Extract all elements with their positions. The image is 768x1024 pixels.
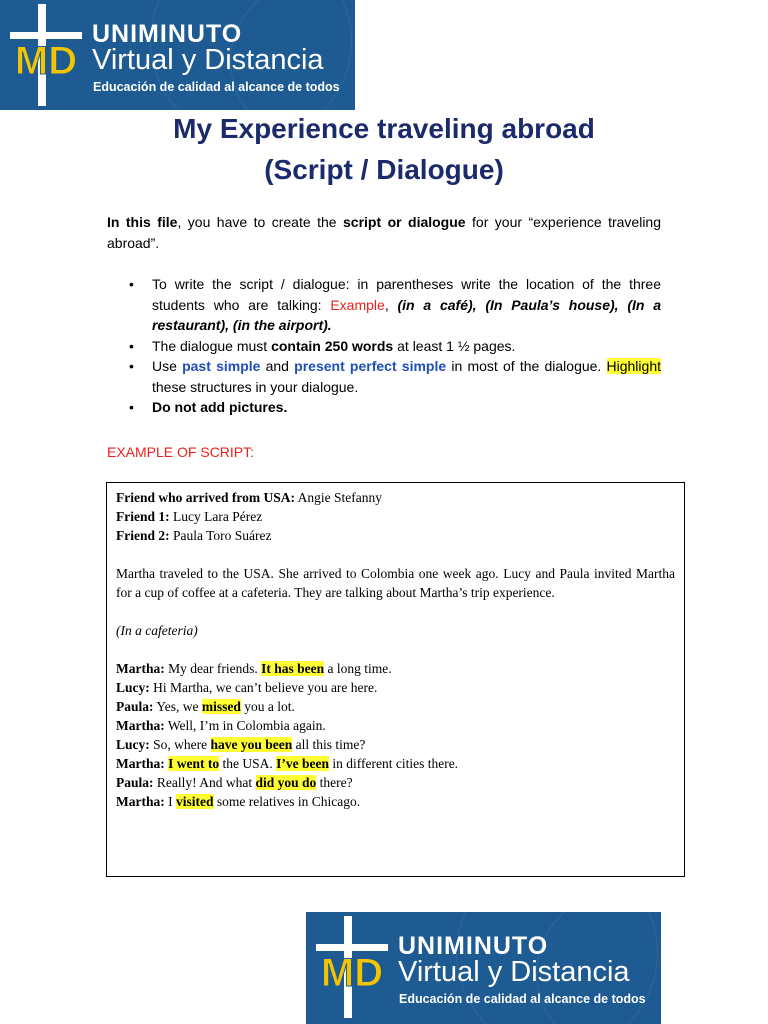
- dialogue-text: I: [164, 794, 176, 809]
- brand-subtitle: Virtual y Distancia: [398, 956, 630, 988]
- dialogue-text: you a lot.: [240, 699, 295, 714]
- script-location: [116, 621, 675, 640]
- location-text: (In a cafeteria): [116, 623, 198, 638]
- instructions-list: [107, 274, 661, 418]
- instruction-item: [107, 356, 661, 397]
- dialogue-text: Well, I’m in Colombia again.: [164, 718, 326, 733]
- dialogue-text: Yes, we: [153, 699, 202, 714]
- dialogue-line: [116, 792, 675, 811]
- script-description: Martha traveled to the USA. She arrived to Colombia one week ago. Lucy and Paula invited Martha for a cup of coffee at a cafeteria. They are talking about Martha’s trip experience.: [116, 566, 675, 600]
- cast-name: Angie Stefanny: [294, 490, 382, 505]
- highlighted-verb: have you been: [210, 737, 293, 752]
- dialogue-line: [116, 659, 675, 678]
- separator-text: ,: [384, 296, 398, 313]
- dialogue-line: [116, 678, 675, 697]
- dialogue-text: Really! And what: [153, 775, 256, 790]
- highlighted-verb: did you do: [255, 775, 317, 790]
- bullet-icon: •: [129, 358, 134, 374]
- dialogue-line: [116, 735, 675, 754]
- instruction-text: in most of the dialogue.: [446, 358, 607, 374]
- bullet-icon: •: [129, 337, 134, 354]
- cast-name: Paula Toro Suárez: [169, 528, 272, 543]
- speaker-name: Martha:: [116, 756, 165, 771]
- dialogue-line: [116, 716, 675, 735]
- brand-subtitle: Virtual y Distancia: [92, 44, 324, 76]
- speaker-name: Martha:: [116, 661, 165, 676]
- highlighted-verb: I’ve been: [276, 756, 329, 771]
- header-banner-logo: [0, 0, 355, 110]
- instruction-item: [107, 336, 661, 357]
- dialogue-text: a long time.: [324, 661, 392, 676]
- instruction-item: [107, 274, 661, 336]
- dialogue-text: So, where: [149, 737, 211, 752]
- dialogue-text: all this time?: [292, 737, 366, 752]
- cast-line: [116, 488, 675, 507]
- document-title: My Experience traveling abroad: [173, 113, 595, 144]
- logo-letters: MD: [320, 951, 384, 995]
- brand-tagline: Educación de calidad al alcance de todos: [93, 80, 340, 94]
- example-label: Example: [330, 296, 385, 313]
- instruction-text: at least 1 ½ pages.: [393, 337, 516, 354]
- intro-text: , you have to create the: [177, 214, 343, 230]
- brand-tagline: Educación de calidad al alcance de todos: [399, 992, 646, 1006]
- highlighted-verb: It has been: [261, 661, 325, 676]
- uniminuto-cross-logo-icon: [312, 914, 392, 1020]
- instruction-text: To write the script / dialogue: in parentheses write the location of the three students who are talking:: [152, 276, 661, 313]
- bullet-icon: •: [129, 276, 134, 292]
- uniminuto-cross-logo-icon: [6, 2, 86, 108]
- speaker-name: Lucy:: [116, 680, 150, 695]
- speaker-name: Martha:: [116, 718, 165, 733]
- instruction-bold: Do not add pictures.: [152, 399, 288, 415]
- intro-paragraph: [107, 212, 661, 254]
- speaker-name: Paula:: [116, 699, 154, 714]
- dialogue-text: there?: [316, 775, 353, 790]
- highlighted-verb: I went to: [168, 756, 220, 771]
- dialogue-line: [116, 773, 675, 792]
- cast-name: Lucy Lara Pérez: [169, 509, 263, 524]
- dialogue-text: in different cities there.: [328, 756, 459, 771]
- dialogue-text: My dear friends.: [164, 661, 262, 676]
- instruction-text: these structures in your dialogue.: [152, 378, 359, 395]
- highlighted-verb: missed: [201, 699, 241, 714]
- dialogue-text: the USA.: [219, 756, 277, 771]
- instruction-text: The dialogue must: [152, 337, 272, 354]
- intro-text: for your “experience traveling abroad”.: [107, 214, 661, 251]
- speaker-name: Martha:: [116, 794, 165, 809]
- document-subtitle: (Script / Dialogue): [264, 154, 504, 185]
- dialogue-line: [116, 697, 675, 716]
- cast-role: Friend 2:: [116, 528, 170, 543]
- cast-role: Friend 1:: [116, 509, 170, 524]
- tense-present-perfect: present perfect simple: [294, 358, 447, 374]
- highlighted-verb: visited: [175, 794, 214, 809]
- intro-bold-text: script or dialogue: [343, 214, 466, 230]
- dialogue-text: some relatives in Chicago.: [213, 794, 361, 809]
- bullet-icon: •: [129, 399, 134, 415]
- script-example-box: [106, 482, 685, 877]
- cast-role: Friend who arrived from USA:: [116, 490, 295, 505]
- brand-name: UNIMINUTO: [92, 20, 243, 48]
- dialogue-text: Hi Martha, we can’t believe you are here.: [149, 680, 378, 695]
- instruction-bold: contain 250 words: [271, 337, 394, 354]
- speaker-name: Paula:: [116, 775, 154, 790]
- instruction-text: and: [260, 358, 295, 374]
- dialogue-line: [116, 754, 675, 773]
- logo-letters: MD: [14, 39, 78, 83]
- brand-name: UNIMINUTO: [398, 932, 549, 960]
- instruction-item: [107, 397, 661, 418]
- cast-line: [116, 507, 675, 526]
- example-locations: (in a café), (In Paula’s house), (In a restaurant), (in the airport).: [152, 296, 661, 333]
- footer-banner-logo: [306, 912, 661, 1024]
- example-heading: EXAMPLE OF SCRIPT:: [107, 444, 255, 460]
- highlight-word: Highlight: [606, 358, 661, 374]
- tense-past-simple: past simple: [182, 358, 261, 374]
- speaker-name: Lucy:: [116, 737, 150, 752]
- cast-line: [116, 526, 675, 545]
- intro-bold-text: In this file: [107, 214, 178, 230]
- instruction-text: Use: [152, 358, 183, 374]
